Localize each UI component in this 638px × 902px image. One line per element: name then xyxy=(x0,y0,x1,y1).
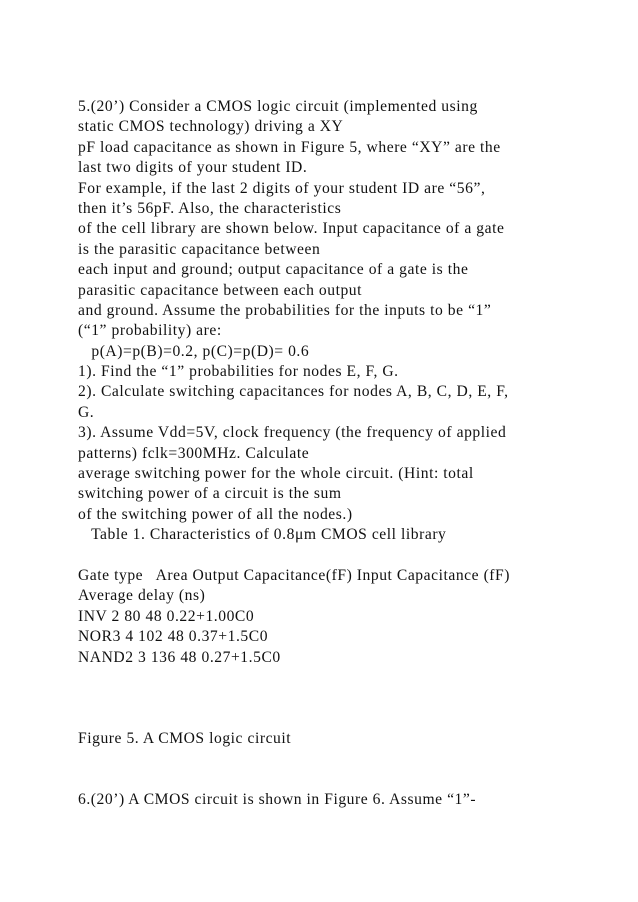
text-line: 2). Calculate switching capacitances for nodes A, B, C, D, E, F, xyxy=(78,383,509,401)
table-header: Gate type Area Output Capacitance(fF) Input Capacitance (fF) xyxy=(78,566,511,584)
text-line: G. xyxy=(78,403,95,421)
figure-caption: Figure 5. A CMOS logic circuit xyxy=(78,730,292,748)
table-row: INV 2 80 48 0.22+1.00C0 xyxy=(78,607,255,625)
spacer xyxy=(78,750,598,791)
question-text xyxy=(78,97,598,811)
text-line: parasitic capacitance between each output xyxy=(78,281,363,299)
text-line: patterns) fclk=300MHz. Calculate xyxy=(78,444,310,462)
cell-library-table xyxy=(78,566,598,668)
text-line: average switching power for the whole circuit. (Hint: total xyxy=(78,465,474,483)
text-line: pF load capacitance as shown in Figure 5, where “XY” are the xyxy=(78,138,501,156)
text-line: p(A)=p(B)=0.2, p(C)=p(D)= 0.6 xyxy=(78,342,310,360)
text-line: 5.(20’) Consider a CMOS logic circuit (implemented using xyxy=(78,98,478,115)
text-line: 3). Assume Vdd=5V, clock frequency (the frequency of applied xyxy=(78,424,507,442)
text-line: switching power of a circuit is the sum xyxy=(78,485,342,503)
text-line: and ground. Assume the probabilities for the inputs to be “1” xyxy=(78,301,492,319)
text-line: of the cell library are shown below. Input capacitance of a gate xyxy=(78,220,505,238)
text-line: of the switching power of all the nodes.) xyxy=(78,505,353,523)
next-question-text: 6.(20’) A CMOS circuit is shown in Figure 6. Assume “1”- xyxy=(78,791,477,809)
text-line: then it’s 56pF. Also, the characteristics xyxy=(78,199,342,217)
table-title: Table 1. Characteristics of 0.8μm CMOS cell library xyxy=(78,526,447,544)
spacer xyxy=(78,546,598,566)
spacer xyxy=(78,668,598,729)
text-line: static CMOS technology) driving a XY xyxy=(78,118,344,136)
text-line: last two digits of your student ID. xyxy=(78,159,308,177)
text-line: each input and ground; output capacitance of a gate is the xyxy=(78,261,469,279)
table-header-continued: Average delay (ns) xyxy=(78,587,206,605)
table-row: NAND2 3 136 48 0.27+1.5C0 xyxy=(78,648,281,666)
text-line: (“1” probability) are: xyxy=(78,322,222,340)
text-line: For example, if the last 2 digits of your student ID are “56”, xyxy=(78,179,486,197)
text-line: 1). Find the “1” probabilities for nodes E, F, G. xyxy=(78,363,399,381)
text-line: is the parasitic capacitance between xyxy=(78,240,321,258)
table-row: NOR3 4 102 48 0.37+1.5C0 xyxy=(78,628,269,646)
